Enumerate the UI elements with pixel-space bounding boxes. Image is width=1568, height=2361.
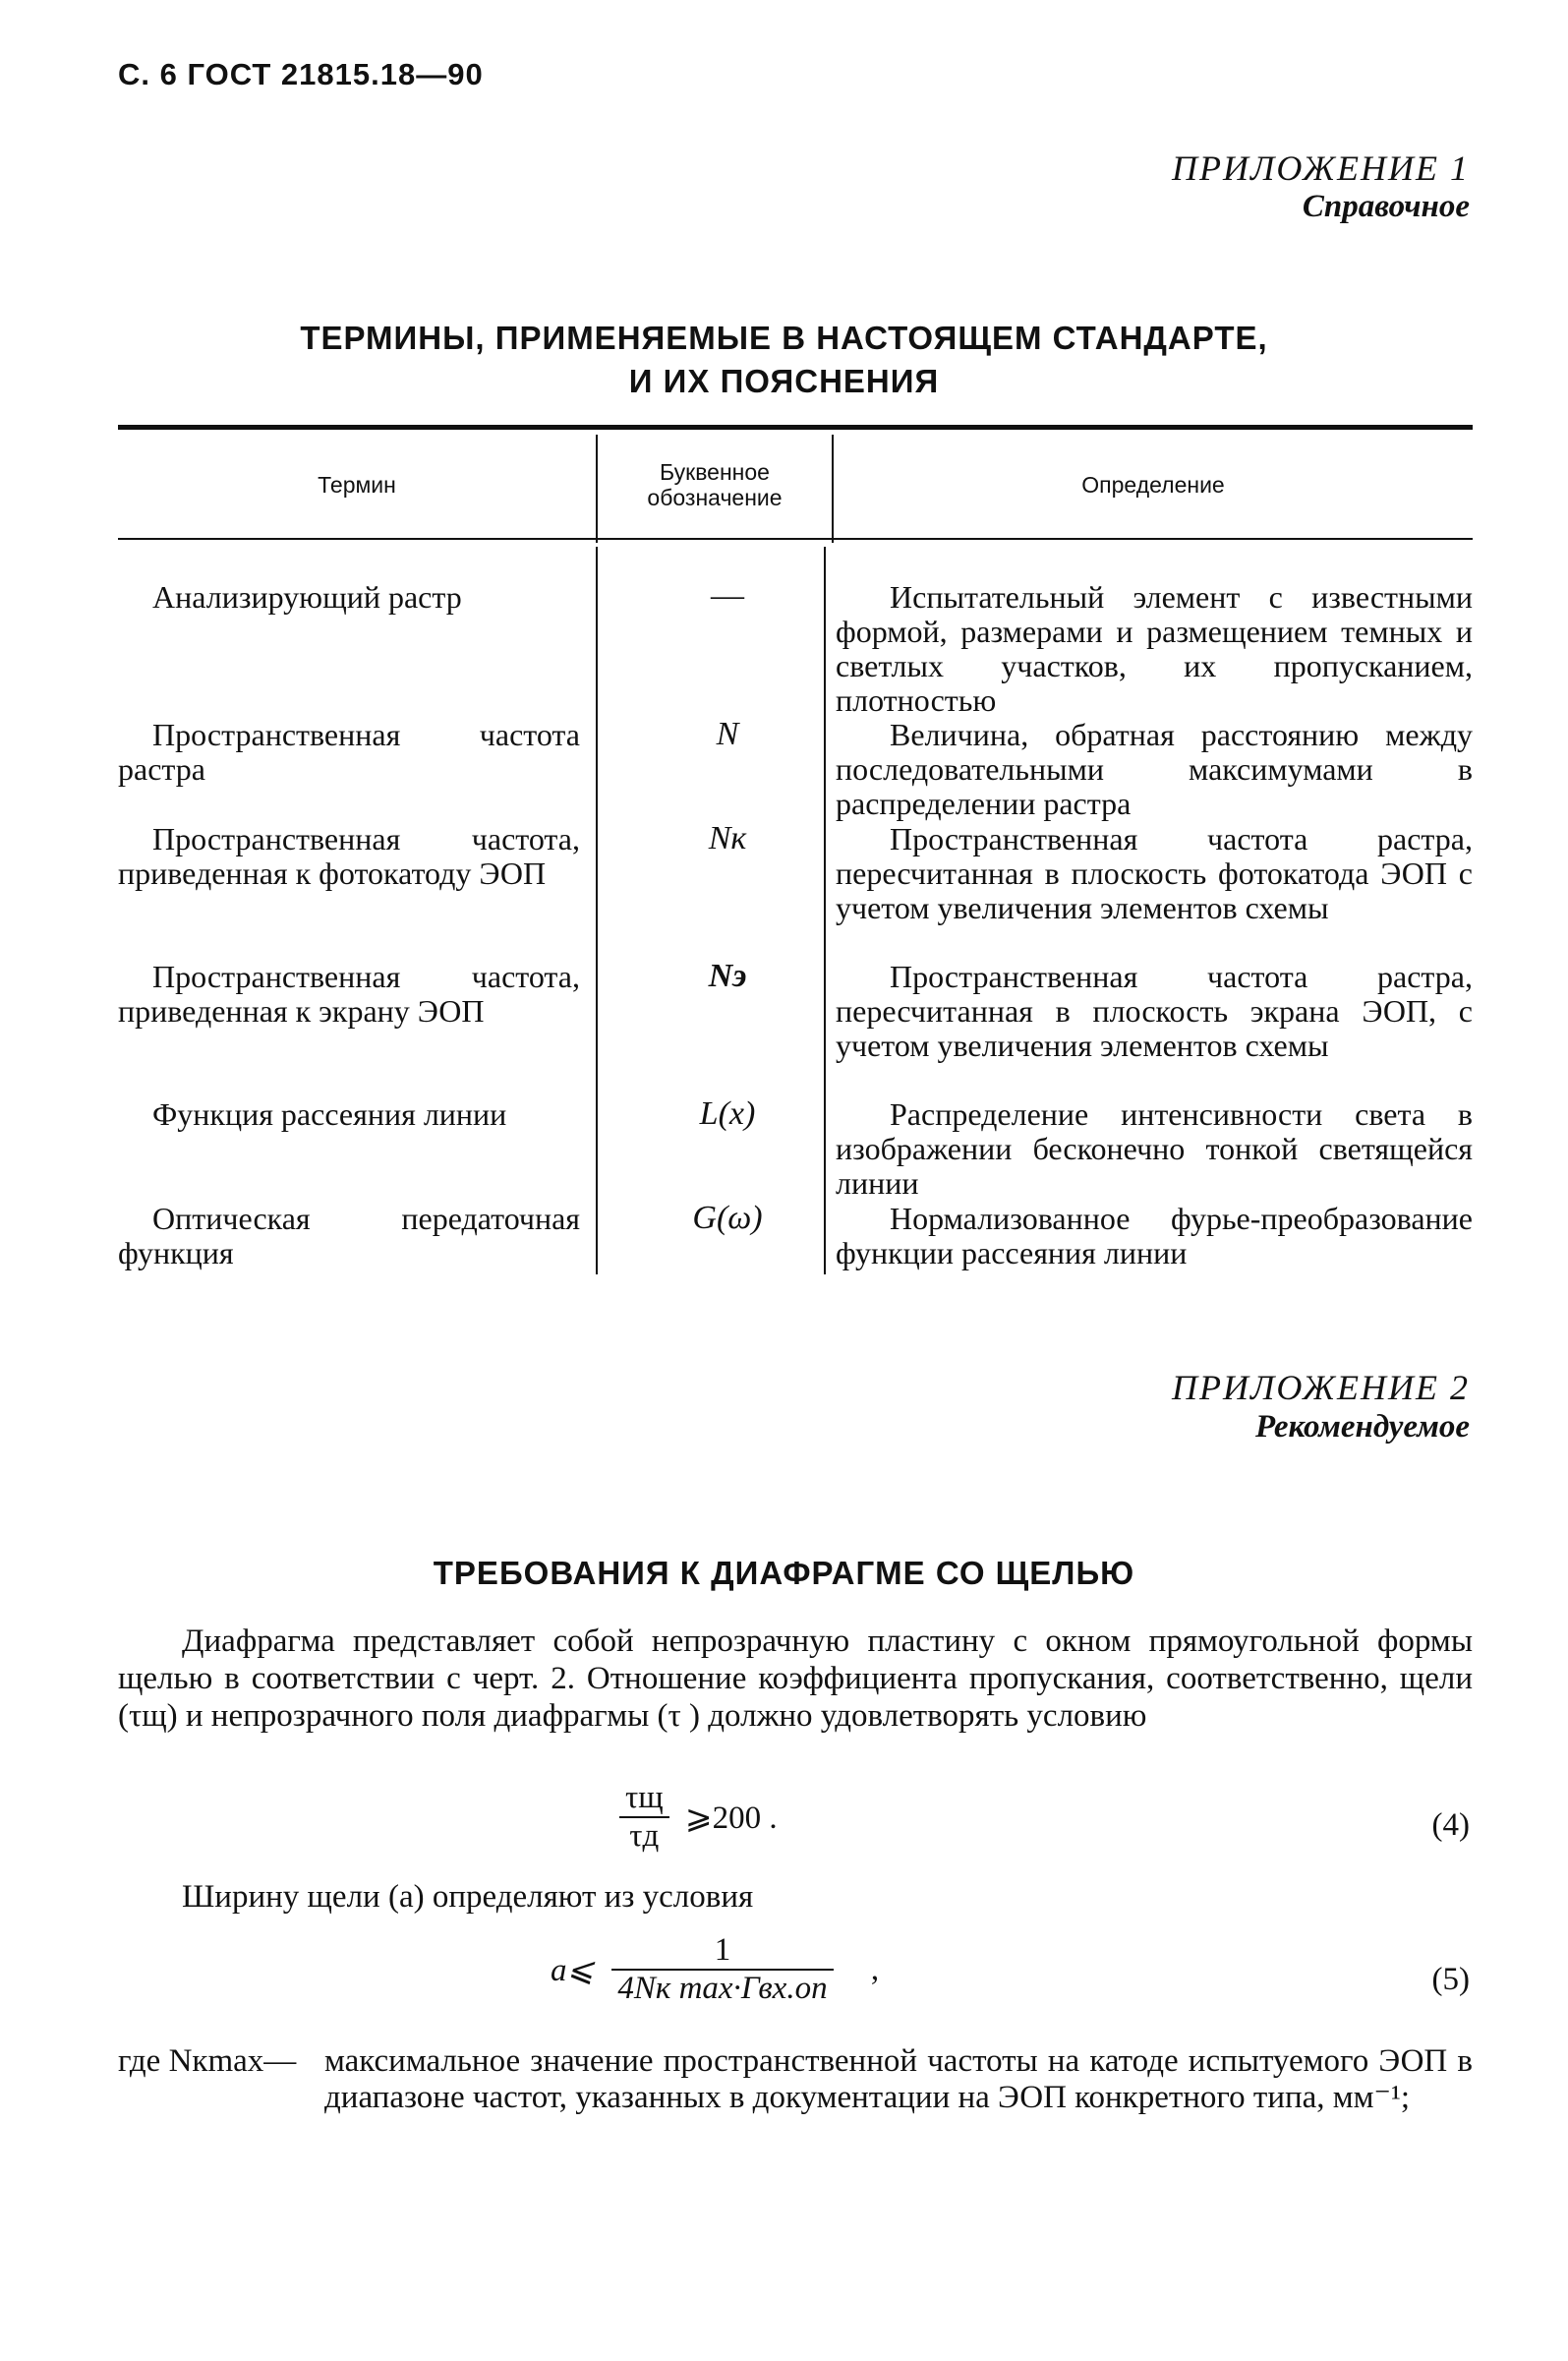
appendix2-subtitle: Рекомендуемое [1254,1409,1470,1445]
table-row-symbol: N [716,716,739,752]
appendix1-heading-line2: И ИХ ПОЯСНЕНИЯ [628,363,940,399]
header-term: Термин [318,472,396,498]
table-top-rule [118,425,1473,430]
equation-number-5: (5) [1431,1962,1470,1997]
equation-number-4: (4) [1431,1807,1470,1843]
table-header-rule [118,538,1473,540]
header-definition: Определение [1081,472,1225,498]
paragraph-slit-width: Ширину щели (a) определяют из условия [182,1879,754,1915]
formula-4-numerator: τщ [619,1780,669,1818]
where-label: где Nкmax— [118,2043,297,2079]
table-row-term: Пространственная частота, приведенная к экрану ЭОП [118,959,580,1029]
header-symbol [598,459,832,510]
formula-4-denominator: τд [629,1818,660,1854]
appendix1-heading [0,317,1568,403]
appendix2-heading: ТРЕБОВАНИЯ К ДИАФРАГМЕ СО ЩЕЛЬЮ [433,1555,1135,1591]
table-row-term: Анализирующий растр [152,579,462,615]
appendix1-title: ПРИЛОЖЕНИЕ 1 [1172,148,1470,188]
table-row-symbol: G(ω) [692,1200,763,1236]
appendix1-subtitle: Справочное [1302,189,1470,224]
formula-5-tail: , [870,1951,880,1987]
body-divider-1 [596,547,598,1274]
table-row-term: Оптическая передаточная функция [118,1201,580,1270]
appendix2-title: ПРИЛОЖЕНИЕ 2 [1172,1368,1470,1407]
table-row-definition: Нормализованное фурье-преобразование функции рассеяния линии [836,1201,1473,1270]
table-row-symbol: Nэ [708,958,747,994]
formula-4 [619,1780,778,1855]
formula-5 [551,1932,879,2007]
header-symbol-line2: обозначение [647,485,783,510]
table-row-definition: Пространственная частота растра, пересчитанная в плоскость фотокатода ЭОП с учетом увеличения элементов схемы [836,821,1473,925]
table-row-term: Пространственная частота, приведенная к фотокатоду ЭОП [118,821,580,891]
formula-5-numerator: 1 [611,1932,833,1971]
formula-5-lhs: a⩽ [551,1953,595,1988]
table-row-term: Пространственная частота растра [118,717,580,787]
body-divider-2 [824,547,826,1274]
table-row-definition: Пространственная частота растра, пересчитанная в плоскость экрана ЭОП, с учетом увеличения элементов схемы [836,959,1473,1063]
page-reference: С. 6 ГОСТ 21815.18—90 [118,57,484,91]
table-row-symbol: — [711,577,744,614]
table-row-term: Функция рассеяния линии [152,1096,507,1132]
table-row-symbol: Nк [708,820,747,856]
header-symbol-line1: Буквенное [660,459,770,485]
formula-4-fraction [619,1780,669,1855]
table-row-definition: Испытательный элемент с известными формой, размерами и размещением темных и светлых участков, их пропусканием, плотностью [836,579,1473,718]
paragraph-diaphragm: Диафрагма представляет собой непрозрачную пластину с окном прямоугольной формы щелью в соответствии с черт. 2. Отношение коэффициента пропускания, соответственно, щели (τщ) и непрозрачного поля диафрагмы (τ ) должно удовлетворять условию [118,1623,1473,1734]
formula-4-relation: ⩾200 . [684,1800,778,1836]
where-text: максимальное значение пространственной частоты на катоде испытуемого ЭОП в диапазоне частот, указанных в документации на ЭОП конкретного типа, мм⁻¹; [324,2043,1473,2115]
table-row-symbol: L(x) [699,1095,756,1132]
table-row-definition: Величина, обратная расстоянию между последовательными максимумами в распределении растра [836,717,1473,821]
formula-5-fraction [611,1932,833,2007]
formula-5-denominator: 4Nк max·Гвх.оп [617,1971,828,2006]
table-row-definition: Распределение интенсивности света в изображении бесконечно тонкой светящейся линии [836,1096,1473,1201]
appendix1-heading-line1: ТЕРМИНЫ, ПРИМЕНЯЕМЫЕ В НАСТОЯЩЕМ СТАНДАРТЕ, [300,320,1268,356]
